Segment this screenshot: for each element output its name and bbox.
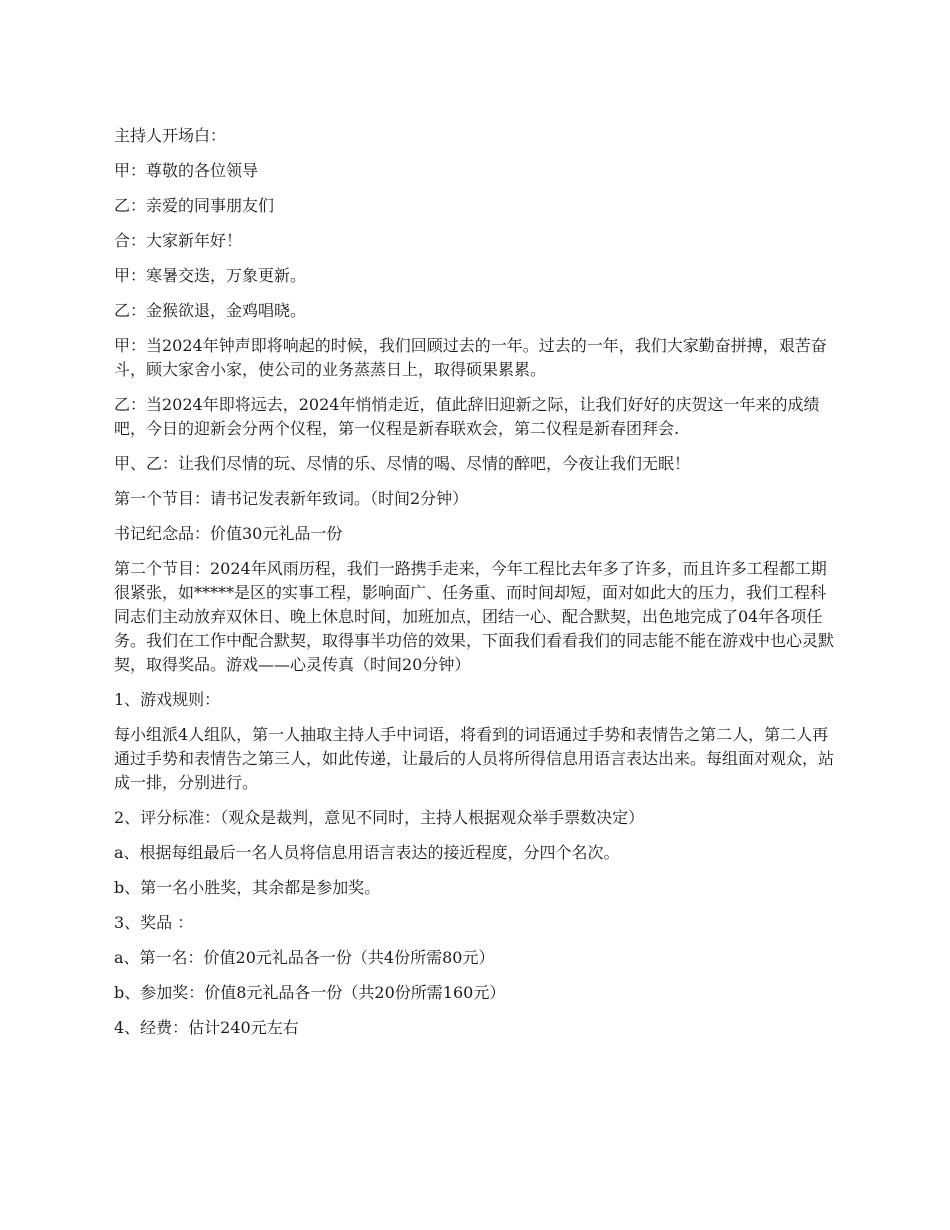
paragraph-prizes-heading: 3、奖品 ： [114,913,194,932]
paragraph-souvenir: 书记纪念品：价值30元礼品一份 [114,524,343,543]
paragraph-program-2: 第二个节目：2024年风雨历程，我们一路携手走来，今年工程比去年多了许多，而且许多工程都工期很紧张，如*****是区的实事工程，影响面广、任务重、而时间却短，面对如此大的压力，我们工程科同志们主动放弃双休日、晚上休息时间，加班加点，团结一心、配合默契，出色地完成了04年各项任务。我们在工作中配合默契，取得事半功倍的效果，下面我们看看我们的同志能不能在游戏中也心灵默契，取得奖品。游戏——心灵传真（时间20分钟） [114,559,835,674]
paragraph-scoring-a: a、根据每组最后一名人员将信息用语言表达的接近程度，分四个名次。 [114,843,620,862]
paragraph-line: 乙：金猴欲退，金鸡唱晓。 [114,301,307,320]
paragraph-line: 乙：当2024年即将远去，2024年悄悄走近，值此辞旧迎新之际，让我们好好的庆贺这一年来的成绩吧，今日的迎新会分两个仪程，第一仪程是新春联欢会，第二仪程是新春团拜会. [114,395,820,438]
paragraph-scoring-b: b、第一名小胜奖，其余都是参加奖。 [114,878,381,897]
paragraph-line: 甲：当2024年钟声即将响起的时候，我们回顾过去的一年。过去的一年，我们大家勤奋拼搏，艰苦奋斗，顾大家舍小家，使公司的业务蒸蒸日上，取得硕果累累。 [114,336,827,379]
document-body [114,124,836,1051]
paragraph-line: 甲：尊敬的各位领导 [114,161,259,180]
paragraph-prize-a: a、第一名：价值20元礼品各一份（共4份所需80元） [114,948,495,967]
paragraph-host-opening: 主持人开场白： [114,126,227,145]
paragraph-prize-b: b、参加奖：价值8元礼品各一份（共20份所需160元） [114,983,506,1002]
paragraph-scoring-heading: 2、评分标准：（观众是裁判，意见不同时，主持人根据观众举手票数决定） [114,808,645,827]
paragraph-budget: 4、经费：估计240元左右 [114,1018,299,1037]
paragraph-line: 合：大家新年好！ [114,231,243,250]
paragraph-program-1: 第一个节目：请书记发表新年致词。（时间2分钟） [114,489,469,508]
paragraph-line: 乙：亲爱的同事朋友们 [114,196,275,215]
paragraph-game-rules: 每小组派4人组队，第一人抽取主持人手中词语，将看到的词语通过手势和表情告之第二人，第二人再通过手势和表情告之第三人，如此传递，让最后的人员将所得信息用语言表达出来。每组面对观众，站成一排，分别进行。 [114,725,835,792]
paragraph-line: 甲、乙：让我们尽情的玩、尽情的乐、尽情的喝、尽情的醉吧，今夜让我们无眠！ [114,454,691,473]
paragraph-game-rules-heading: 1、游戏规则： [114,690,221,709]
paragraph-line: 甲：寒暑交迭，万象更新。 [114,266,307,285]
